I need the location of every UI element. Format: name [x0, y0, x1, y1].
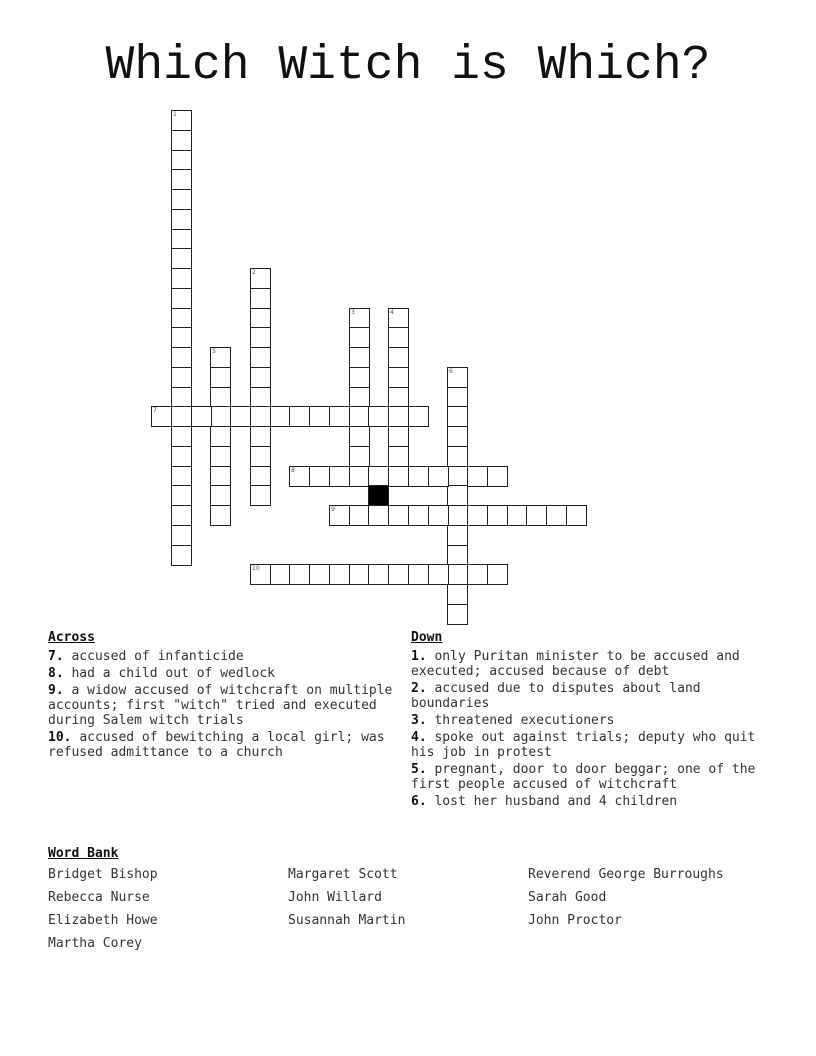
crossword-cell[interactable] [368, 564, 389, 585]
crossword-cell[interactable] [289, 466, 310, 487]
crossword-cell[interactable] [349, 347, 370, 368]
word-bank [48, 846, 768, 951]
clue-number: 10. [48, 730, 72, 745]
crossword-cell[interactable] [309, 564, 330, 585]
clue-text: spoke out against trials; deputy who quit his job in protest [411, 730, 756, 760]
crossword-cell[interactable] [171, 169, 192, 190]
crossword-cell[interactable] [171, 268, 192, 289]
crossword-cell[interactable] [171, 485, 192, 506]
clue-number: 7. [48, 649, 64, 664]
crossword-cell[interactable] [467, 505, 488, 526]
crossword-cell[interactable] [388, 367, 409, 388]
word-bank-item: Bridget Bishop [48, 867, 158, 882]
crossword-cell[interactable] [447, 367, 468, 388]
crossword-cell[interactable] [447, 446, 468, 467]
down-clues [411, 630, 766, 811]
crossword-cell[interactable] [250, 426, 271, 447]
word-bank-item: Reverend George Burroughs [528, 867, 724, 882]
word-bank-item: John Proctor [528, 913, 622, 928]
crossword-cell[interactable] [171, 545, 192, 566]
crossword-cell[interactable] [388, 564, 409, 585]
clue-text: only Puritan minister to be accused and executed; accused because of debt [411, 649, 740, 679]
crossword-cell[interactable] [408, 466, 429, 487]
crossword-cell[interactable] [368, 406, 389, 427]
word-bank-heading: Word Bank [48, 846, 119, 861]
crossword-cell[interactable] [349, 505, 370, 526]
clue-number: 5. [411, 762, 427, 777]
crossword-cell[interactable] [210, 446, 231, 467]
crossword-cell[interactable] [329, 466, 350, 487]
crossword-cell[interactable] [349, 327, 370, 348]
crossword-cell[interactable] [388, 327, 409, 348]
crossword-cell[interactable] [210, 347, 231, 368]
crossword-cell[interactable] [151, 406, 172, 427]
crossword-cell[interactable] [388, 505, 409, 526]
clue-down-1 [411, 649, 766, 679]
crossword-cell[interactable] [171, 367, 192, 388]
crossword-cell[interactable] [349, 308, 370, 329]
crossword-cell[interactable] [171, 150, 192, 171]
crossword-cell[interactable] [447, 564, 468, 585]
crossword-cell[interactable] [447, 505, 468, 526]
crossword-cell[interactable] [250, 485, 271, 506]
crossword-cell[interactable] [388, 426, 409, 447]
clue-number: 9. [48, 683, 64, 698]
crossword-cell[interactable] [171, 248, 192, 269]
word-bank-item: Susannah Martin [288, 913, 406, 928]
clue-text: accused due to disputes about land boundaries [411, 681, 701, 711]
clue-text: had a child out of wedlock [71, 666, 275, 681]
cell-number: 7 [153, 407, 157, 414]
crossword-cell[interactable] [428, 505, 449, 526]
crossword-cell[interactable] [349, 446, 370, 467]
crossword-cell[interactable] [210, 505, 231, 526]
clue-text: accused of infanticide [71, 649, 244, 664]
crossword-cell[interactable] [270, 564, 291, 585]
crossword-cell[interactable] [447, 406, 468, 427]
crossword-cell[interactable] [250, 564, 271, 585]
crossword-cell[interactable] [447, 604, 468, 625]
clue-number: 3. [411, 713, 427, 728]
cell-number: 8 [291, 467, 295, 474]
crossword-cell[interactable] [171, 426, 192, 447]
crossword-cell[interactable] [210, 406, 231, 427]
clue-number: 2. [411, 681, 427, 696]
clue-down-4 [411, 730, 766, 760]
down-heading: Down [411, 630, 443, 645]
crossword-cell[interactable] [250, 268, 271, 289]
crossword-cell[interactable] [171, 189, 192, 210]
crossword-cell[interactable] [250, 288, 271, 309]
crossword-cell[interactable] [309, 406, 330, 427]
clue-text: lost her husband and 4 children [434, 794, 678, 809]
crossword-cell[interactable] [408, 505, 429, 526]
word-bank-item: Elizabeth Howe [48, 913, 158, 928]
crossword-cell[interactable] [408, 564, 429, 585]
clue-number: 6. [411, 794, 427, 809]
crossword-cell[interactable] [171, 525, 192, 546]
cell-number: 1 [173, 111, 177, 118]
crossword-cell[interactable] [210, 466, 231, 487]
crossword-cell[interactable] [447, 426, 468, 447]
clue-text: accused of bewitching a local girl; was refused admittance to a church [48, 730, 385, 760]
crossword-cell[interactable] [171, 347, 192, 368]
crossword-cell[interactable] [171, 209, 192, 230]
crossword-cell[interactable] [250, 308, 271, 329]
crossword-cell[interactable] [210, 367, 231, 388]
crossword-cell[interactable] [349, 466, 370, 487]
across-clues [48, 630, 400, 762]
clue-text: pregnant, door to door beggar; one of the first people accused of witchcraft [411, 762, 756, 792]
crossword-cell[interactable] [171, 229, 192, 250]
clue-text: a widow accused of witchcraft on multiple accounts; first "witch" tried and executed during Salem witch trials [48, 683, 393, 728]
word-bank-item: Rebecca Nurse [48, 890, 150, 905]
crossword-cell[interactable] [467, 564, 488, 585]
clue-number: 8. [48, 666, 64, 681]
crossword-cell[interactable] [388, 406, 409, 427]
crossword-cell[interactable] [388, 387, 409, 408]
crossword-cell[interactable] [349, 367, 370, 388]
cell-number: 10 [252, 565, 260, 572]
crossword-cell[interactable] [230, 406, 251, 427]
crossword-cell[interactable] [388, 466, 409, 487]
crossword-cell[interactable] [210, 426, 231, 447]
crossword-cell[interactable] [526, 505, 547, 526]
crossword-cell[interactable] [171, 466, 192, 487]
crossword-cell[interactable] [309, 466, 330, 487]
cell-number: 6 [449, 368, 453, 375]
crossword-cell[interactable] [368, 466, 389, 487]
crossword-cell[interactable] [171, 308, 192, 329]
crossword-cell[interactable] [250, 327, 271, 348]
cell-number: 4 [390, 309, 394, 316]
crossword-cell[interactable] [171, 446, 192, 467]
crossword-cell[interactable] [171, 505, 192, 526]
crossword-cell[interactable] [289, 564, 310, 585]
crossword-cell[interactable] [171, 288, 192, 309]
crossword-cell[interactable] [447, 525, 468, 546]
clue-text: threatened executioners [434, 713, 615, 728]
crossword-cell[interactable] [566, 505, 587, 526]
crossword-cell[interactable] [329, 505, 350, 526]
crossword-cell[interactable] [408, 406, 429, 427]
word-bank-item: John Willard [288, 890, 382, 905]
clue-across-8 [48, 666, 400, 681]
crossword-cell[interactable] [388, 347, 409, 368]
crossword-cell[interactable] [250, 466, 271, 487]
clue-across-9 [48, 683, 400, 728]
crossword-cell[interactable] [487, 505, 508, 526]
crossword-cell[interactable] [368, 505, 389, 526]
crossword-cell[interactable] [210, 387, 231, 408]
crossword-cell[interactable] [447, 584, 468, 605]
crossword-cell[interactable] [171, 327, 192, 348]
crossword-cell[interactable] [250, 446, 271, 467]
word-bank-item: Sarah Good [528, 890, 607, 905]
crossword-cell[interactable] [171, 406, 192, 427]
crossword-cell[interactable] [210, 485, 231, 506]
crossword-cell[interactable] [447, 466, 468, 487]
clue-down-3 [411, 713, 766, 728]
crossword-cell[interactable] [467, 466, 488, 487]
clue-number: 4. [411, 730, 427, 745]
crossword-cell[interactable] [250, 347, 271, 368]
crossword-cell[interactable] [349, 406, 370, 427]
cell-number: 5 [212, 348, 216, 355]
crossword-block [368, 485, 389, 506]
clue-across-7 [48, 649, 400, 664]
crossword-cell[interactable] [428, 564, 449, 585]
crossword-cell[interactable] [171, 387, 192, 408]
crossword-cell[interactable] [546, 505, 567, 526]
crossword-cell[interactable] [171, 130, 192, 151]
crossword-cell[interactable] [270, 406, 291, 427]
crossword-cell[interactable] [388, 308, 409, 329]
clue-across-10 [48, 730, 400, 760]
puzzle-title: Which Witch is Which? [105, 39, 711, 93]
crossword-cell[interactable] [329, 406, 350, 427]
crossword-cell[interactable] [447, 485, 468, 506]
word-bank-item: Martha Corey [48, 936, 142, 951]
word-bank-item: Margaret Scott [288, 867, 398, 882]
crossword-cell[interactable] [329, 564, 350, 585]
clue-number: 1. [411, 649, 427, 664]
crossword-cell[interactable] [388, 446, 409, 467]
crossword-cell[interactable] [191, 406, 212, 427]
crossword-cell[interactable] [250, 387, 271, 408]
crossword-cell[interactable] [487, 466, 508, 487]
crossword-cell[interactable] [250, 367, 271, 388]
crossword-cell[interactable] [428, 466, 449, 487]
crossword-cell[interactable] [507, 505, 528, 526]
crossword-cell[interactable] [447, 387, 468, 408]
crossword-cell[interactable] [487, 564, 508, 585]
crossword-cell[interactable] [349, 387, 370, 408]
crossword-cell[interactable] [171, 110, 192, 131]
crossword-cell[interactable] [349, 426, 370, 447]
crossword-cell[interactable] [447, 545, 468, 566]
crossword-cell[interactable] [289, 406, 310, 427]
crossword-cell[interactable] [250, 406, 271, 427]
cell-number: 9 [331, 506, 335, 513]
across-heading: Across [48, 630, 95, 645]
clue-down-5 [411, 762, 766, 792]
clue-down-2 [411, 681, 766, 711]
cell-number: 3 [351, 309, 355, 316]
clue-down-6 [411, 794, 766, 809]
cell-number: 2 [252, 269, 256, 276]
crossword-cell[interactable] [349, 564, 370, 585]
